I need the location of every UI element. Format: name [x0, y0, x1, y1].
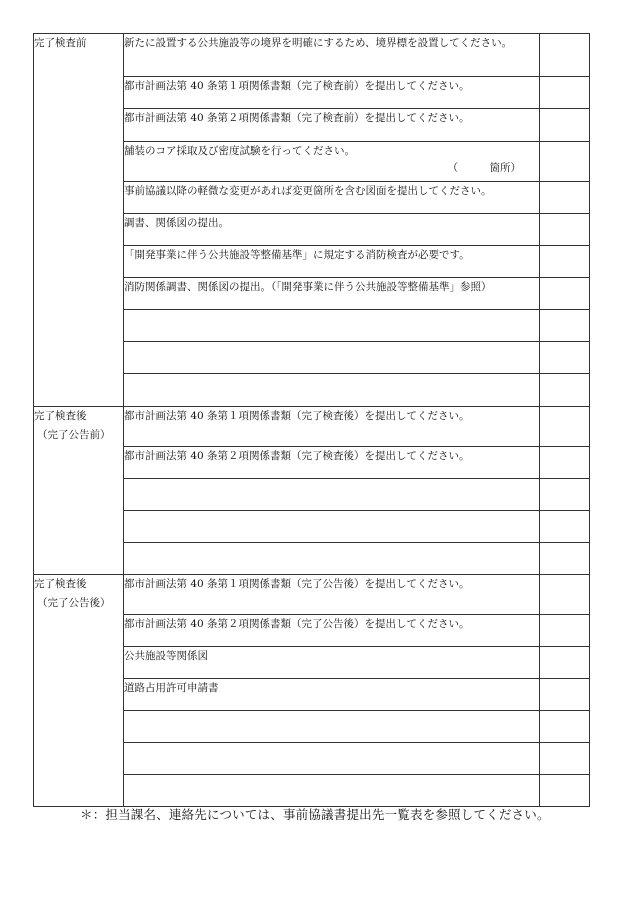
requirement-text: 都市計画法第 40 条第２項関係書類（完了検査前）を提出してください。 — [124, 112, 470, 124]
checkbox-cell[interactable] — [540, 679, 590, 711]
checkbox-cell[interactable] — [540, 479, 590, 511]
requirement-cell — [124, 246, 540, 278]
requirement-cell — [124, 743, 540, 775]
requirement-text: 「開発事業に伴う公共施設等整備基準」に規定する消防検査が必要です。 — [124, 249, 470, 261]
checkbox-cell[interactable] — [540, 374, 590, 407]
requirement-cell — [124, 647, 540, 679]
checkbox-cell[interactable] — [540, 743, 590, 775]
checkbox-cell[interactable] — [540, 575, 590, 615]
requirement-text: 調書、関係図の提出。 — [124, 217, 229, 229]
requirement-cell — [124, 711, 540, 743]
requirement-text: 道路占用許可申請書 — [124, 682, 219, 694]
requirement-text: 舗装のコア採取及び密度試験を行ってください。 — [124, 145, 355, 157]
phase-label: 完了検査前 — [34, 37, 87, 49]
requirement-cell — [124, 407, 540, 447]
requirement-cell — [124, 77, 540, 109]
requirement-cell — [124, 374, 540, 407]
checklist-row — [34, 575, 590, 615]
requirement-cell — [124, 615, 540, 647]
checkbox-cell[interactable] — [540, 142, 590, 182]
checkbox-cell[interactable] — [540, 543, 590, 575]
checkbox-cell[interactable] — [540, 775, 590, 807]
checkbox-cell[interactable] — [540, 711, 590, 743]
requirement-cell — [124, 214, 540, 246]
checklist-row — [34, 407, 590, 447]
phase-cell — [34, 34, 124, 407]
requirement-text: 新たに設置する公共施設等の境界を明確にするため、境界標を設置してください。 — [124, 37, 513, 49]
footnote: ＊：担当課名、連絡先については、事前協議書提出先一覧表を参照してください。 — [80, 807, 550, 822]
requirement-text: 公共施設等関係図 — [124, 650, 208, 662]
requirement-cell — [124, 679, 540, 711]
phase-label: 完了検査後 — [34, 410, 87, 422]
location-count-field: （ 箇所） — [447, 162, 521, 174]
phase-sublabel: （完了公告後） — [37, 597, 111, 609]
phase-sublabel: （完了公告前） — [37, 429, 111, 441]
requirement-text: 都市計画法第 40 条第１項関係書類（完了検査前）を提出してください。 — [124, 80, 470, 92]
requirement-text: 都市計画法第 40 条第２項関係書類（完了公告後）を提出してください。 — [124, 618, 470, 630]
checkbox-cell[interactable] — [540, 511, 590, 543]
inspection-checklist-table — [33, 33, 590, 807]
requirement-cell — [124, 775, 540, 807]
requirement-cell — [124, 447, 540, 479]
checkbox-cell[interactable] — [540, 615, 590, 647]
checkbox-cell[interactable] — [540, 34, 590, 77]
requirement-text: 都市計画法第 40 条第１項関係書類（完了公告後）を提出してください。 — [124, 578, 470, 590]
requirement-cell — [124, 479, 540, 511]
requirement-cell — [124, 543, 540, 575]
requirement-cell — [124, 342, 540, 374]
requirement-cell — [124, 182, 540, 214]
checklist-row — [34, 34, 590, 77]
requirement-text: 消防関係調書、関係図の提出。（「開発事業に伴う公共施設等整備基準」参照） — [124, 281, 492, 293]
checkbox-cell[interactable] — [540, 647, 590, 679]
requirement-text: 都市計画法第 40 条第１項関係書類（完了検査後）を提出してください。 — [124, 410, 470, 422]
checkbox-cell[interactable] — [540, 182, 590, 214]
requirement-cell — [124, 511, 540, 543]
checkbox-cell[interactable] — [540, 407, 590, 447]
requirement-text: 都市計画法第 40 条第２項関係書類（完了検査後）を提出してください。 — [124, 450, 470, 462]
requirement-text: 事前協議以降の軽微な変更があれば変更箇所を含む図面を提出してください。 — [124, 185, 492, 197]
requirement-cell — [124, 109, 540, 142]
checkbox-cell[interactable] — [540, 278, 590, 310]
requirement-cell — [124, 310, 540, 342]
checkbox-cell[interactable] — [540, 342, 590, 374]
requirement-cell — [124, 34, 540, 77]
requirement-cell — [124, 142, 540, 182]
requirement-cell — [124, 278, 540, 310]
checkbox-cell[interactable] — [540, 310, 590, 342]
phase-cell — [34, 407, 124, 575]
checkbox-cell[interactable] — [540, 77, 590, 109]
checkbox-cell[interactable] — [540, 447, 590, 479]
phase-cell — [34, 575, 124, 807]
requirement-cell — [124, 575, 540, 615]
checkbox-cell[interactable] — [540, 214, 590, 246]
checkbox-cell[interactable] — [540, 246, 590, 278]
phase-label: 完了検査後 — [34, 578, 87, 590]
checkbox-cell[interactable] — [540, 109, 590, 142]
